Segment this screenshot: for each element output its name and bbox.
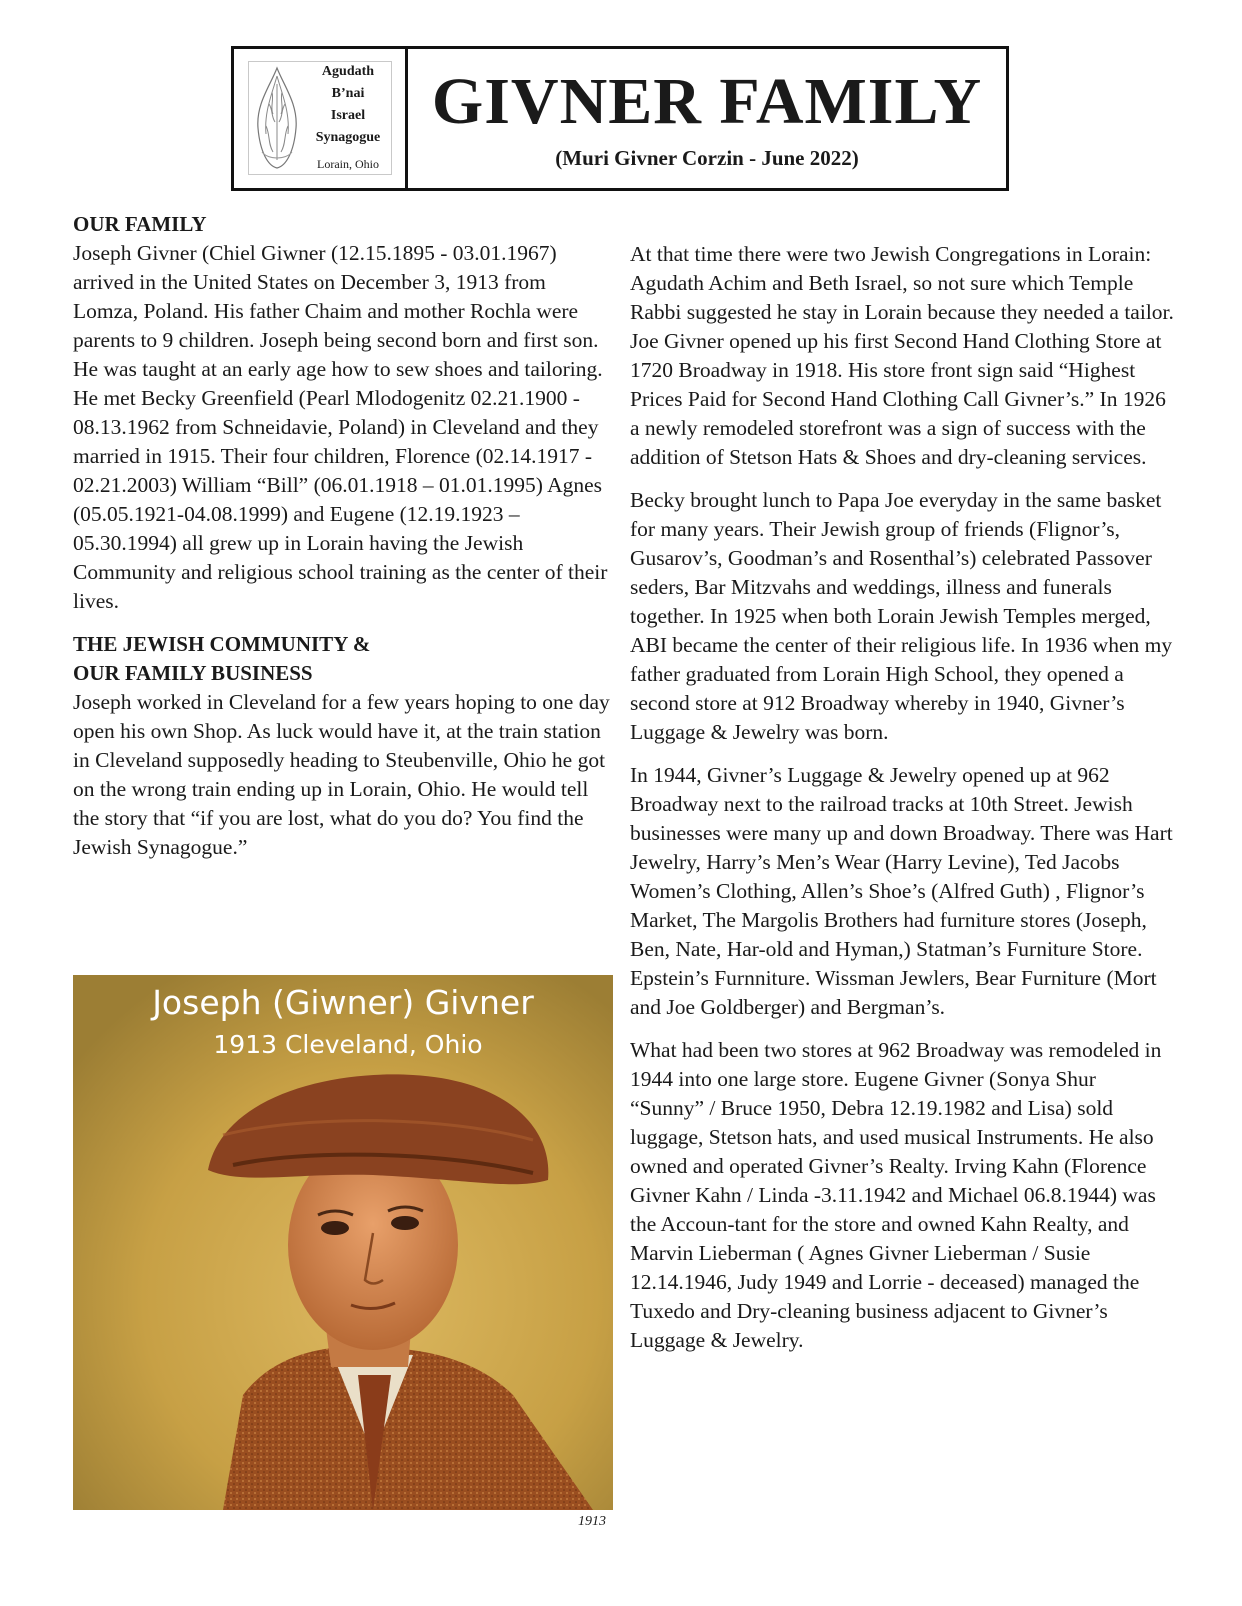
title-cell [408,49,1006,188]
header-box [231,46,1009,191]
logo-line: Israel [330,108,366,123]
paragraph-store-remodel: What had been two stores at 962 Broadway was remodeled in 1944 into one large store. Eugene Givner (Sonya Shur “Sunny” / Bruce 1950, Debra 12.19.1982 and Lisa) sold luggage, Stetson hats, and used musical Instruments. He also owned and operated Givner’s Realty. Irving Kahn (Florence Givner Kahn / Linda -3.11.1942 and Michael 06.8.1944) was the Accoun-tant for the store and owned Kahn Realty, and Marvin Lieberman ( Agnes Givner Lieberman / Susie 12.14.1946, Judy 1949 and Lorrie - deceased) managed the Tuxedo and Dry-cleaning business adjacent to Givner’s Luggage & Jewelry. [630,1038,1162,1352]
right-column [630,240,1175,1355]
logo-line: Agudath [321,64,375,79]
synagogue-logo [248,61,392,175]
section-heading-community-line2: OUR FAMILY BUSINESS [73,661,313,685]
portrait-photo [73,975,613,1510]
synagogue-name [305,62,391,174]
photo-year-label: 1913 [578,1514,606,1529]
page-title: GIVNER FAMILY [431,65,983,138]
paragraph-friends: Becky brought lunch to Papa Joe everyday in the same basket for many years. Their Jewish group of friends (Flignor’s, Gusarov’s, Goodman’s and Rosenthal’s) celebrated Passover seders, Bar Mitzvahs and weddings, illness and funerals together. In 1925 when both Lorain Jewish Temples merged, ABI became the center of their religious life. In 1936 when my father graduated from Lorain High School, they opened a second store at 912 Broadway whereby in 1940, Givner’s Luggage & Jewelry was born. [630,488,1173,744]
flame-icon [249,62,305,174]
paragraph-our-family: Joseph Givner (Chiel Giwner (12.15.1895 - 03.01.1967) arrived in the United States on December 3, 1913 from Lomza, Poland. His father Chaim and mother Rochla were parents to 9 children. Joseph being second born and first son. He was taught at an early age how to sew shoes and tailoring. He met Becky Greenfield (Pearl Mlodogenitz 02.21.1900 - 08.13.1962 from Schneidavie, Poland) in Cleveland and they married in 1915. Their four children, Florence (02.14.1917 - 02.21.2003) William “Bill” (06.01.1918 – 01.01.1995) Agnes (05.05.1921-04.08.1999) and Eugene (12.19.1923 – 05.30.1994) all grew up in Lorain having the Jewish Community and religious school training as the center of their lives. [73,241,608,613]
section-heading-our-family: OUR FAMILY [73,212,207,236]
page-subtitle: (Muri Givner Corzin - June 2022) [555,146,859,170]
paragraph-community: Joseph worked in Cleveland for a few years hoping to one day open his own Shop. As luck would have it, at the train station in Cleveland supposedly heading to Steubenville, Ohio he got on the wrong train ending up in Lorain, Ohio. He would tell the story that “if you are lost, what do you do? You find the Jewish Synagogue.” [73,690,610,859]
left-column [73,210,613,862]
photo-caption-place: 1913 Cleveland, Ohio [213,1030,483,1059]
logo-city: Lorain, Ohio [317,157,379,171]
logo-line: Synagogue [315,130,381,145]
photo-caption-name: Joseph (Giwner) Givner [152,983,534,1022]
section-heading-community-line1: THE JEWISH COMMUNITY & [73,632,371,656]
synagogue-logo-cell [234,49,408,188]
paragraph-broadway-businesses: In 1944, Givner’s Luggage & Jewelry opened up at 962 Broadway next to the railroad tracks at 10th Street. Jewish businesses were many up and down Broadway. There was Hart Jewelry, Harry’s Men’s Wear (Harry Levine), Ted Jacobs Women’s Clothing, Allen’s Shoe’s (Alfred Guth) , Flignor’s Market, The Margolis Brothers had furniture stores (Joseph, Ben, Nate, Har-old and Hyman,) Statman’s Furniture Store. Epstein’s Furnniture. Wissman Jewlers, Bear Furniture (Mort and Joe Goldberger) and Bergman’s. [630,763,1173,1019]
logo-line: B’nai [331,86,365,101]
paragraph-congregations: At that time there were two Jewish Congregations in Lorain: Agudath Achim and Beth Israel, so not sure which Temple Rabbi suggested he stay in Lorain because they needed a tailor. Joe Givner opened up his first Second Hand Clothing Store at 1720 Broadway in 1918. His store front sign said “Highest Prices Paid for Second Hand Clothing Call Givner’s.” In 1926 a newly remodeled storefront was a sign of success with the addition of Stetson Hats & Shoes and dry-cleaning services. [630,242,1174,469]
